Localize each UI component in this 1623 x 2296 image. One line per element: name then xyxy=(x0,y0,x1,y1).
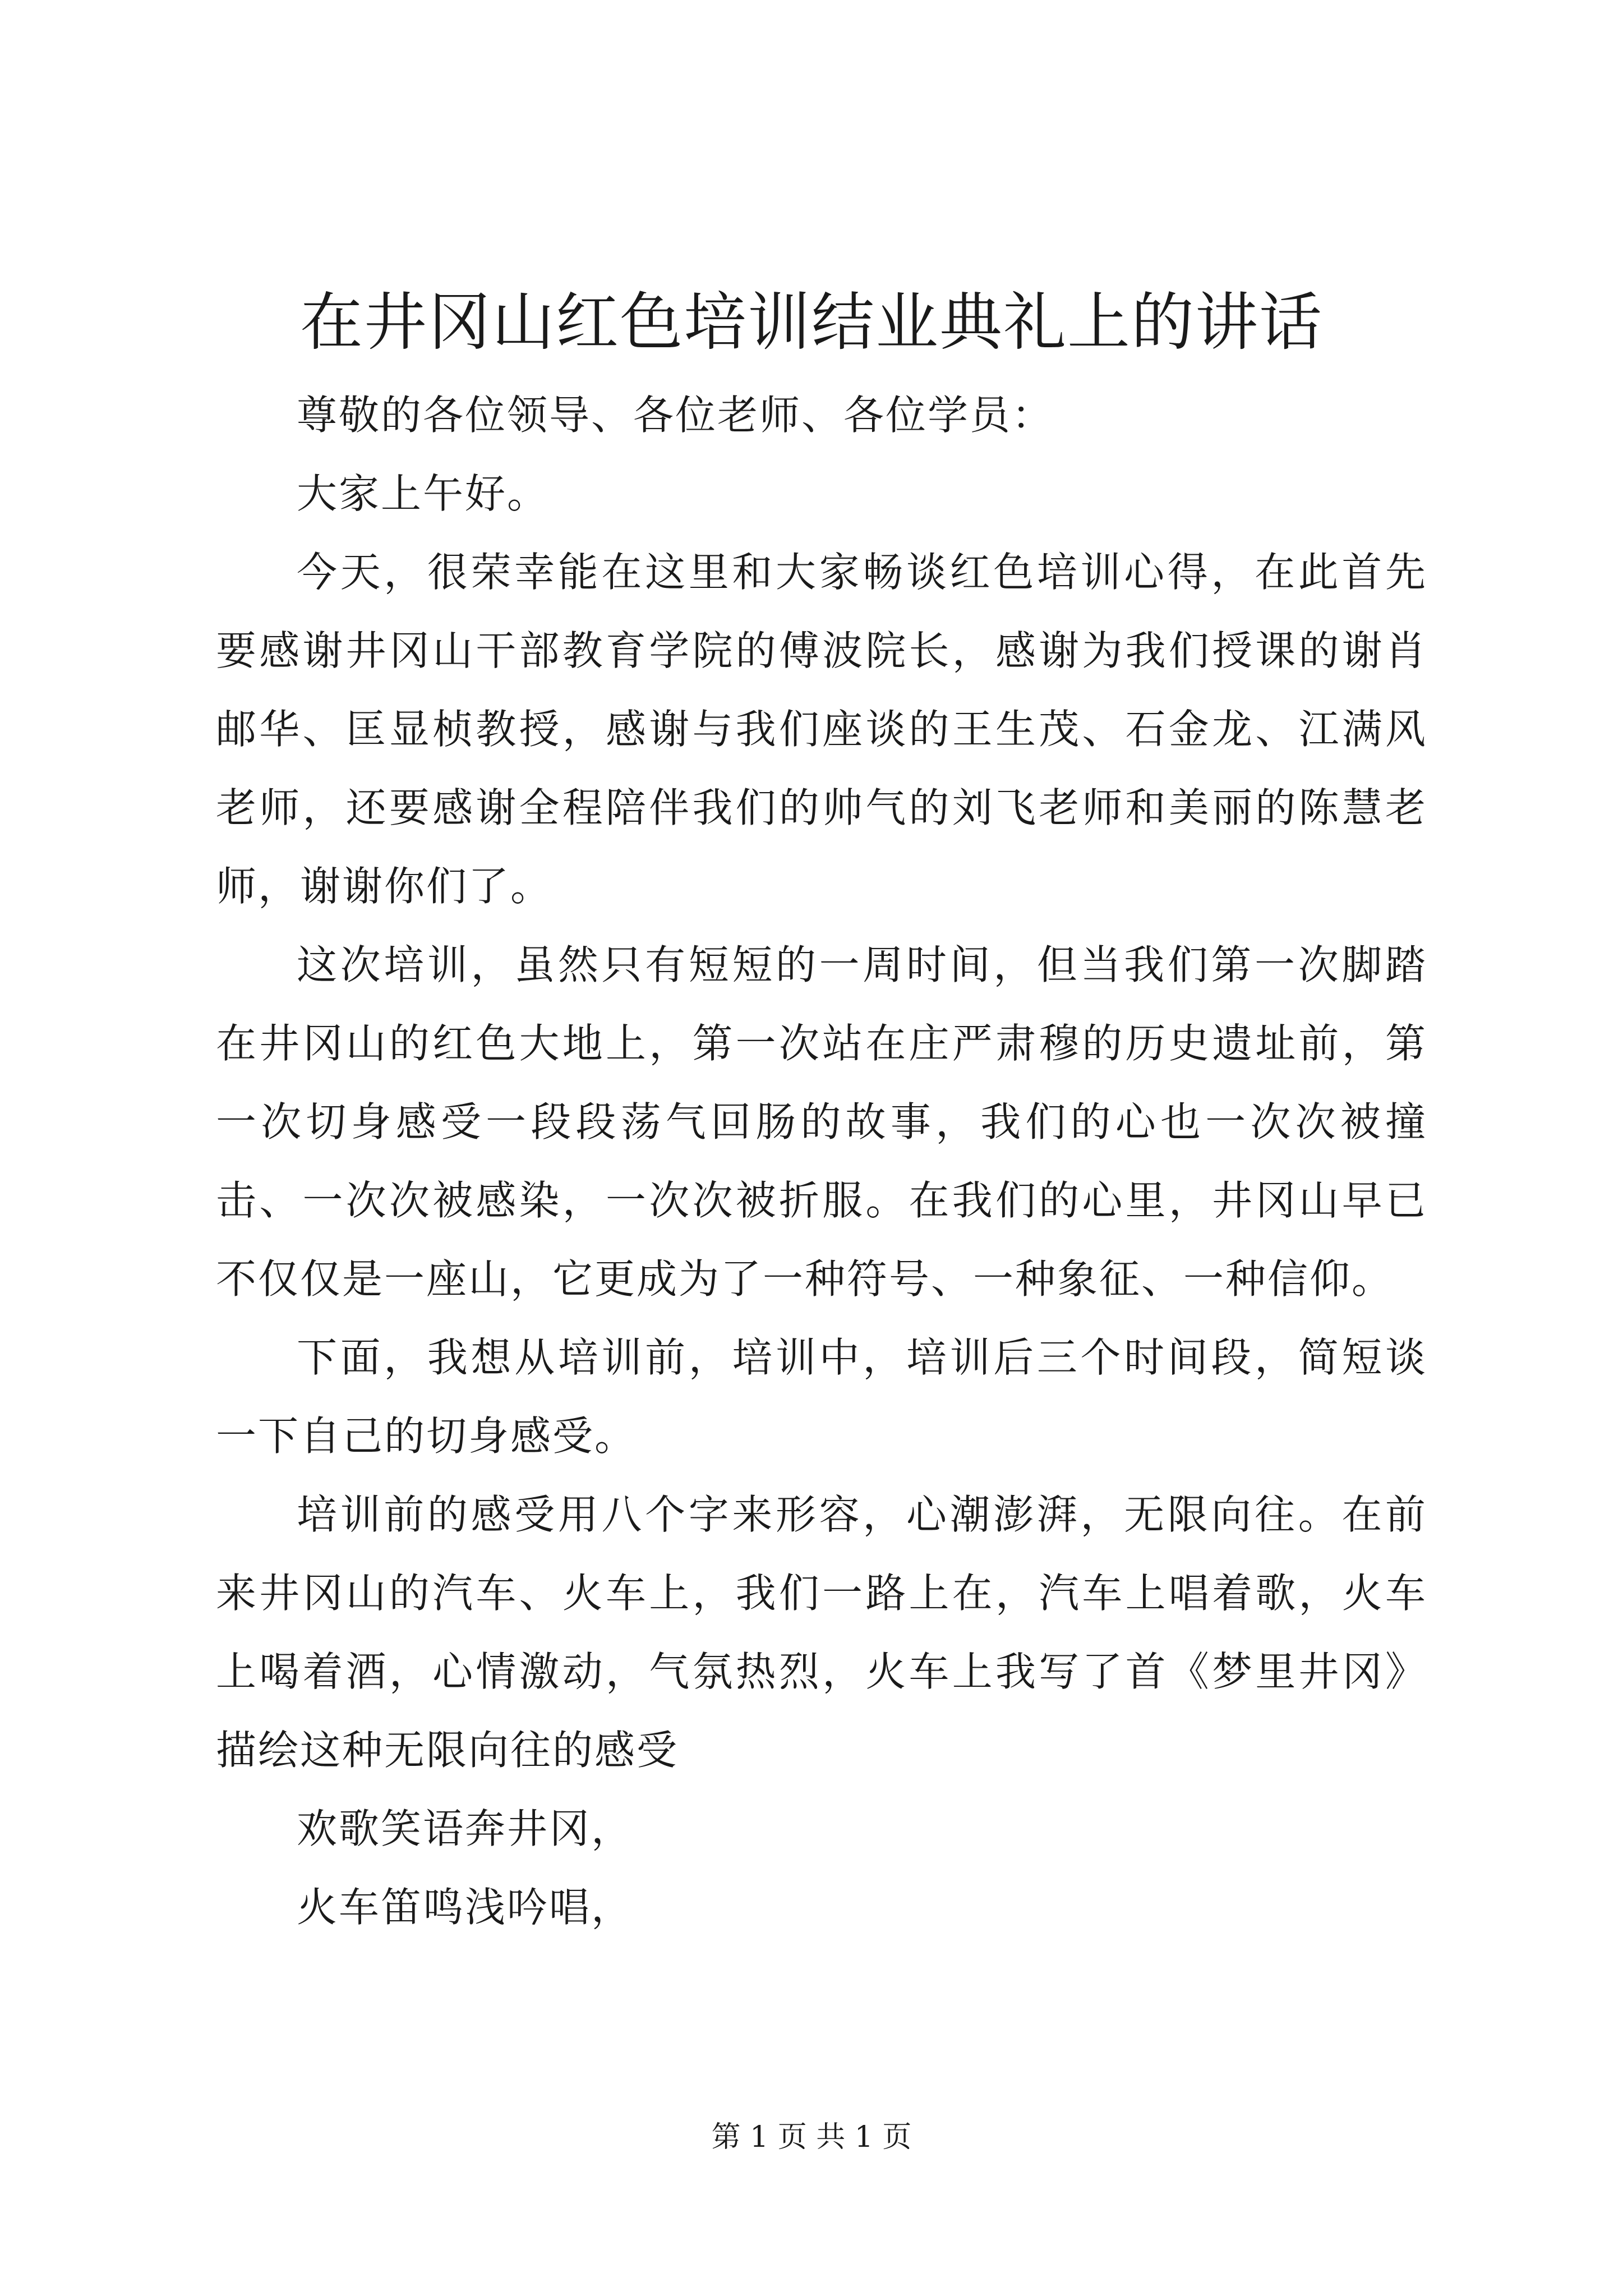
thanks-paragraph: 今天，很荣幸能在这里和大家畅谈红色培训心得，在此首先要感谢井冈山干部教育学院的傅波院长，感谢为我们授课的谢肖邮华、匡显桢教授，感谢与我们座谈的王生茂、石金龙、江满风老师，还要感谢全程陪伴我们的帅气的刘飞老师和美丽的陈慧老师，谢谢你们了。 xyxy=(216,549,1427,910)
training-experience-paragraph: 这次培训，虽然只有短短的一周时间，但当我们第一次脚踏在井冈山的红色大地上，第一次站在庄严肃穆的历史遗址前，第一次切身感受一段段荡气回肠的故事，我们的心也一次次被撞击、一次次被感染，一次次被折服。在我们的心里，井冈山早已不仅仅是一座山，它更成为了一种符号、一种象征、一种信仰。 xyxy=(216,941,1427,1303)
page-footer: 第 1 页 共 1 页 xyxy=(711,2120,912,2154)
salutation-paragraph: 尊敬的各位领导、各位老师、各位学员： xyxy=(297,392,1054,439)
poem-line-1: 欢歌笑语奔井冈， xyxy=(297,1805,634,1852)
before-training-paragraph: 培训前的感受用八个字来形容，心潮澎湃，无限向往。在前来井冈山的汽车、火车上，我们一路上在，汽车上唱着歌，火车上喝着酒，心情激动，气氛热烈，火车上我写了首《梦里井冈》描绘这种无限向往的感受 xyxy=(216,1491,1427,1774)
document-title: 在井冈山红色培训结业典礼上的讲话 xyxy=(300,286,1323,359)
poem-line-2: 火车笛鸣浅吟唱， xyxy=(297,1884,634,1931)
document-body xyxy=(216,376,1427,1947)
outline-paragraph: 下面，我想从培训前，培训中，培训后三个时间段，简短谈一下自己的切身感受。 xyxy=(216,1334,1427,1460)
greeting-paragraph: 大家上午好。 xyxy=(297,470,550,517)
